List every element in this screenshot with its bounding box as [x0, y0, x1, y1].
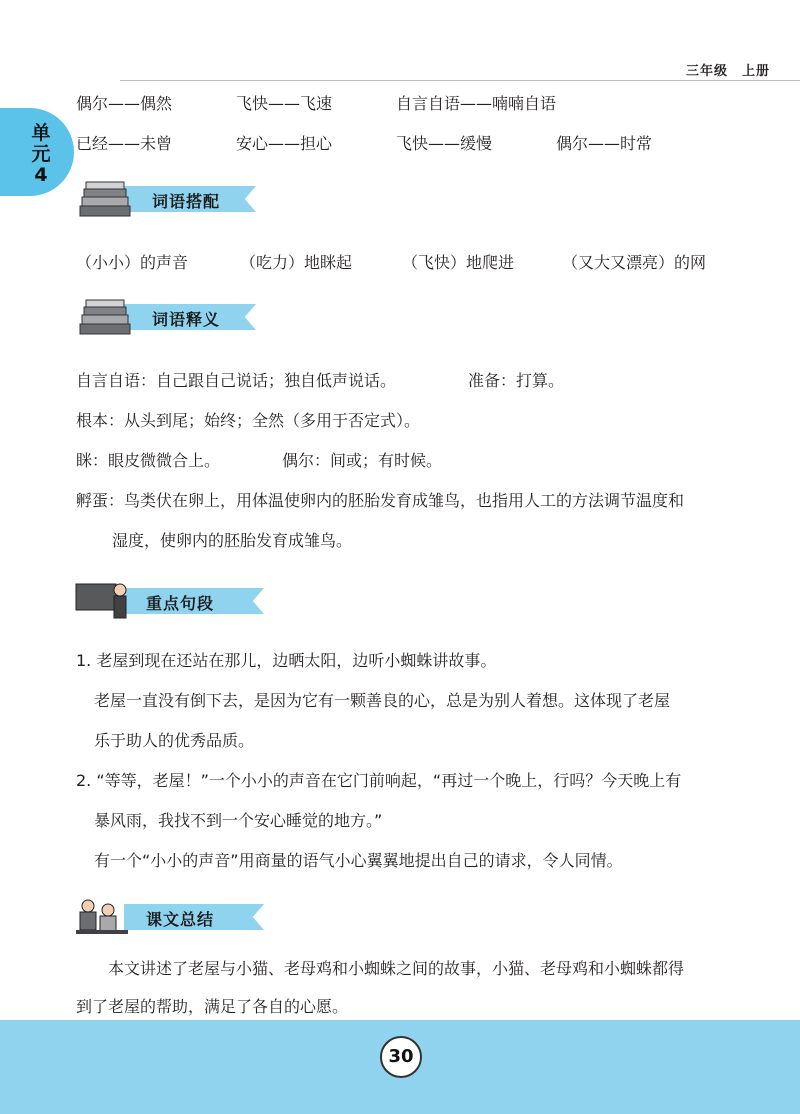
collocation-item: （飞快）地爬进 [402, 253, 515, 272]
books-icon [74, 296, 136, 338]
section-title: 重点句段 [146, 594, 215, 613]
key-sentence-note: 有一个“小小的声音”用商量的语气小心翼翼地提出自己的请求，令人同情。 [94, 851, 623, 870]
definition-item: 根本：从头到尾；始终；全然（多用于否定式）。 [76, 411, 421, 430]
books-icon [74, 178, 136, 220]
collocation-item: （小小）的声音 [76, 253, 189, 272]
collocation-item: （又大又漂亮）的网 [562, 253, 707, 272]
word-pair: 飞快——飞速 [236, 94, 333, 113]
word-pair: 自言自语——喃喃自语 [396, 94, 557, 113]
word-pair: 偶尔——偶然 [76, 94, 173, 113]
definition-item: 孵蛋：鸟类伏在卵上，用体温使卵内的胚胎发育成雏鸟，也指用人工的方法调节温度和 [76, 491, 685, 510]
section-title: 词语释义 [152, 310, 221, 329]
unit-label: 单元4 [31, 122, 51, 186]
grade-label: 三年级 上册 [685, 64, 770, 79]
section-title: 词语搭配 [152, 192, 221, 211]
word-pair: 安心——担心 [236, 134, 333, 153]
word-pair: 偶尔——时常 [556, 134, 653, 153]
students-icon [74, 892, 136, 938]
section-collocation [74, 178, 264, 218]
definition-item: 偶尔：间或；有时候。 [282, 451, 443, 470]
collocation-item: （吃力）地眯起 [240, 253, 353, 272]
section-summary [74, 896, 264, 936]
definition-item: 准备：打算。 [468, 371, 565, 390]
definition-item: 眯：眼皮微微合上。 [76, 451, 221, 470]
teacher-icon [74, 578, 136, 624]
definition-item: 自言自语：自己跟自己说话；独自低声说话。 [76, 371, 397, 390]
section-key-sentences [74, 580, 264, 620]
header-rule [120, 80, 800, 81]
summary-text: 本文讲述了老屋与小猫、老母鸡和小蜘蛛之间的故事，小猫、老母鸡和小蜘蛛都得 [108, 959, 685, 978]
page-number: 30 [380, 1036, 422, 1078]
word-pair: 飞快——缓慢 [396, 134, 493, 153]
key-sentence: 2. “等等，老屋！”一个小小的声音在它门前响起，“再过一个晚上，行吗？今天晚上有 [76, 771, 682, 790]
definition-item-continued: 湿度，使卵内的胚胎发育成雏鸟。 [112, 531, 353, 550]
key-sentence-note: 老屋一直没有倒下去，是因为它有一颗善良的心，总是为别人着想。这体现了老屋 [94, 691, 671, 710]
summary-text-continued: 到了老屋的帮助，满足了各自的心愿。 [76, 997, 349, 1016]
word-pair: 已经——未曾 [76, 134, 173, 153]
key-sentence: 1. 老屋到现在还站在那儿，边晒太阳，边听小蜘蛛讲故事。 [76, 651, 497, 670]
section-title: 课文总结 [146, 910, 215, 929]
key-sentence-continued: 暴风雨，我找不到一个安心睡觉的地方。” [94, 811, 383, 830]
key-sentence-note: 乐于助人的优秀品质。 [94, 731, 255, 750]
section-definitions [74, 296, 264, 336]
